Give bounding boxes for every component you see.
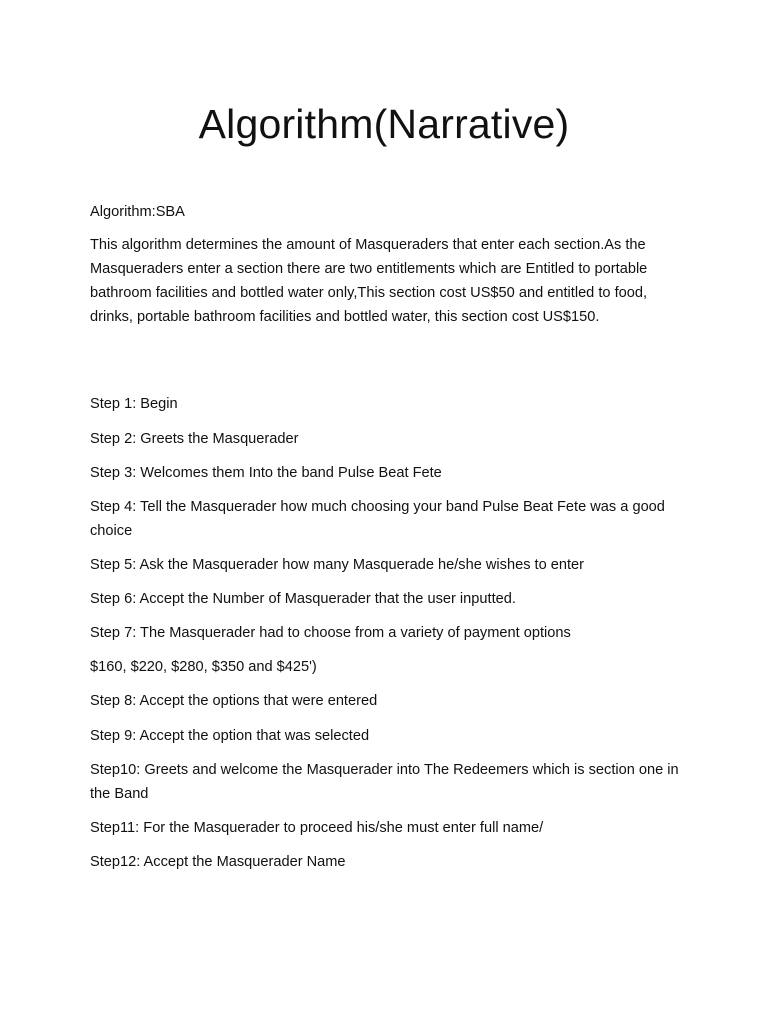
step-5: Step 5: Ask the Masquerader how many Masquerade he/she wishes to enter: [90, 557, 585, 573]
step-7: Step 7: The Masquerader had to choose from a variety of payment options: [90, 625, 571, 641]
page-title: Algorithm(Narrative): [198, 101, 570, 147]
step-11: Step11: For the Masquerader to proceed his/she must enter full name/: [90, 820, 544, 836]
step-12: Step12: Accept the Masquerader Name: [90, 854, 346, 870]
step-10: Step10: Greets and welcome the Masquerader into The Redeemers which is section one in the Band: [90, 762, 679, 802]
step-4: Step 4: Tell the Masquerader how much choosing your band Pulse Beat Fete was a good choice: [90, 499, 665, 539]
step-9: Step 9: Accept the option that was selected: [90, 728, 370, 744]
step-3: Step 3: Welcomes them Into the band Pulse Beat Fete: [90, 465, 442, 481]
step-8: Step 8: Accept the options that were entered: [90, 693, 378, 709]
intro-paragraph: This algorithm determines the amount of Masqueraders that enter each section.As the Masqueraders enter a section there are two entitlements which are Entitled to portable bathroom facilities and bottled water only,This section cost US$50 and entitled to food, drinks, portable bathroom facilities and bottled water, this section cost US$150.: [90, 237, 648, 325]
step-1: Step 1: Begin: [90, 396, 178, 412]
step-6: Step 6: Accept the Number of Masquerader that the user inputted.: [90, 591, 516, 607]
step-2: Step 2: Greets the Masquerader: [90, 431, 299, 447]
payment-options: $160, $220, $280, $350 and $425'): [90, 659, 317, 675]
algorithm-name: Algorithm:SBA: [90, 204, 185, 220]
